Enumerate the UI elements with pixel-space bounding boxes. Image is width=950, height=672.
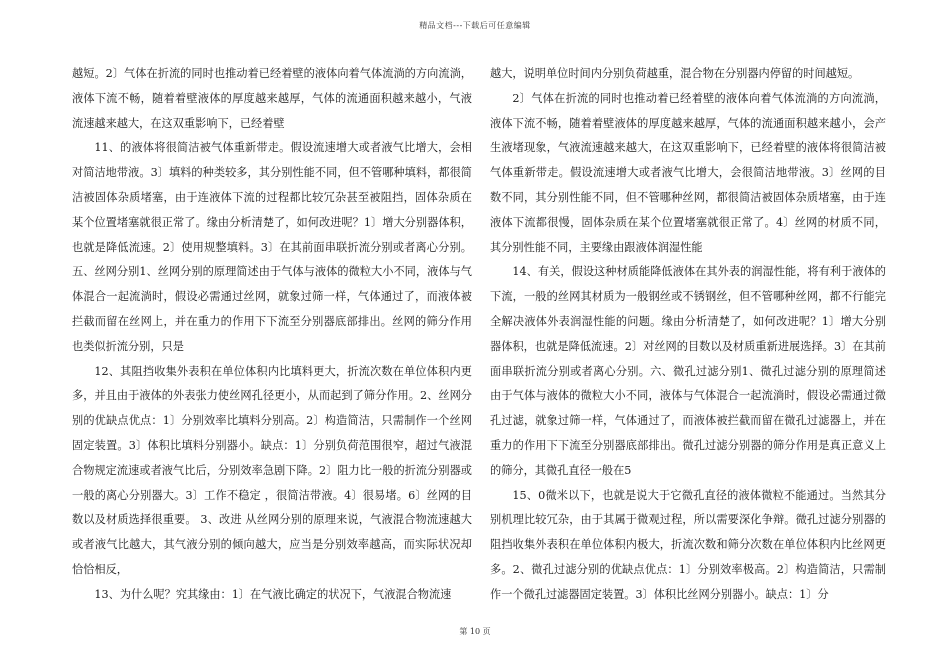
left-paragraph-1: 越短。2〕气体在折流的同时也推动着已经着壁的液体向着气体流淌的方向流淌，液体下流不畅，随着着壁液体的厚度越来越厚，气体的流通面积越来越小，气液流速越来越大，在这双重影响下，已经着壁 (72, 67, 472, 130)
left-paragraph-2: 11、的液体将很简洁被气体重新带走。假设流速增大或者液气比增大，会相对简洁地带液。3〕填料的种类较多，其分别性能不同，但不管哪种填料，都很简洁被固体杂质堵塞，由于连液体下流的过程都比较冗杂甚至被阻挡，固体杂质在某个位置堵塞就很正常了。缘由分析清楚了，如何改进呢？1〕增大分别器体积，也就是降低流速。2〕使用规整填料。3〕在其前面串联折流分别或者离心分别。五、丝网分别1、丝网分别的原理简述由于气体与液体的微粒大小不同，液体与气体混合一起流淌时，假设必需通过丝网，就象过筛一样，气体通过了，而液体被拦截而留在丝网上，并在重力的作用下下流至分别器底部排出。丝网的筛分作用也类似折流分别，只是 (72, 141, 472, 353)
page-number: 第 10 页 (459, 627, 491, 636)
right-paragraph-4: 15、0微米以下，也就是说大于它微孔直径的液体微粒不能通过。当然其分别机理比较冗杂，由于其属于微观过程，所以需要深化争辩。微孔过滤分别器的阻挡收集外表积在单位体积内极大，折流次数和筛分次数在单位体积内比丝网更多。2、微孔过滤分别的优缺点优点：1〕分别效率极高。2〕构造简洁，只需制作一个微孔过滤器固定装置。3〕体积比丝网分别器小。缺点：1〕分 (490, 488, 886, 601)
right-paragraph-2: 2〕气体在折流的同时也推动着已经着壁的液体向着气体流淌的方向流淌，液体下流不畅，随着着壁液体的厚度越来越厚，气体的流通面积越来越小，会产生液堵现象，气液流速越来越大，在这双重影响下，已经着壁的液体将很简洁被气体重新带走。假设流速增大或者液气比增大，会很简洁地带液。3〕丝网的目数不同，其分别性能不同，但不管哪种丝网，都很简洁被固体杂质堵塞，由于连液体下流都很慢，固体杂质在某个位置堵塞就很正常了。4〕丝网的材质不同，其分别性能不同，主要缘由跟液体润湿性能 (490, 91, 886, 254)
left-paragraph-3: 12、其阻挡收集外表积在单位体积内比填料更大，折流次数在单位体积内更多，并且由于液体的外表张力使丝网孔径更小，从而起到了筛分作用。2、丝网分别的优缺点优点：1〕分别效率比填料分别高。2〕构造简洁，只需制作一个丝网固定装置。3〕体积比填料分别器小。缺点：1〕分别负荷范围很窄，超过气液混合物规定流速或者液气比后，分别效率急剧下降。2〕阻力比一般的折流分别器或一般的离心分别器大。3〕工作不稳定 ，很简洁带液。4〕很易堵。6〕丝网的目数以及材质选择很重要。 3、改进 从丝网分别的原理来说，气液混合物流速越大或者液气比越大，其气液分别的倾向越大，应当是分别效率越高，而实际状况却恰恰相反， (72, 364, 472, 576)
right-paragraph-3: 14、有关，假设这种材质能降低液体在其外表的润湿性能，将有利于液体的下流，一般的丝网其材质为一般钢丝或不锈钢丝，但不管哪种丝网，都不行能完全解决液体外表润湿性能的问题。缘由分析清楚了，如何改进呢？1〕增大分别器体积，也就是降低流速。2〕对丝网的目数以及材质重新进展选择。3〕在其前面串联折流分别或者离心分别。六、微孔过滤分别1、微孔过滤分别的原理简述由于气体与液体的微粒大小不同，液体与气体混合一起流淌时，假设必需通过微孔过滤，就象过筛一样，气体通过了，而液体被拦截而留在微孔过滤器上，并在重力的作用下下流至分别器底部排出。微孔过滤分别器的筛分作用是真正意义上的筛分，其微孔直径一般在5 (490, 265, 886, 477)
right-column (490, 62, 886, 608)
right-paragraph-1: 越大，说明单位时间内分别负荷越重，混合物在分别器内停留的时间越短。 (490, 67, 860, 80)
left-paragraph-4: 13、为什么呢？究其缘由：1〕在气液比确定的状况下，气液混合物流速 (94, 587, 452, 601)
page-header: 精品文档---下载后可任意编辑 (419, 21, 531, 30)
left-column (72, 62, 472, 608)
